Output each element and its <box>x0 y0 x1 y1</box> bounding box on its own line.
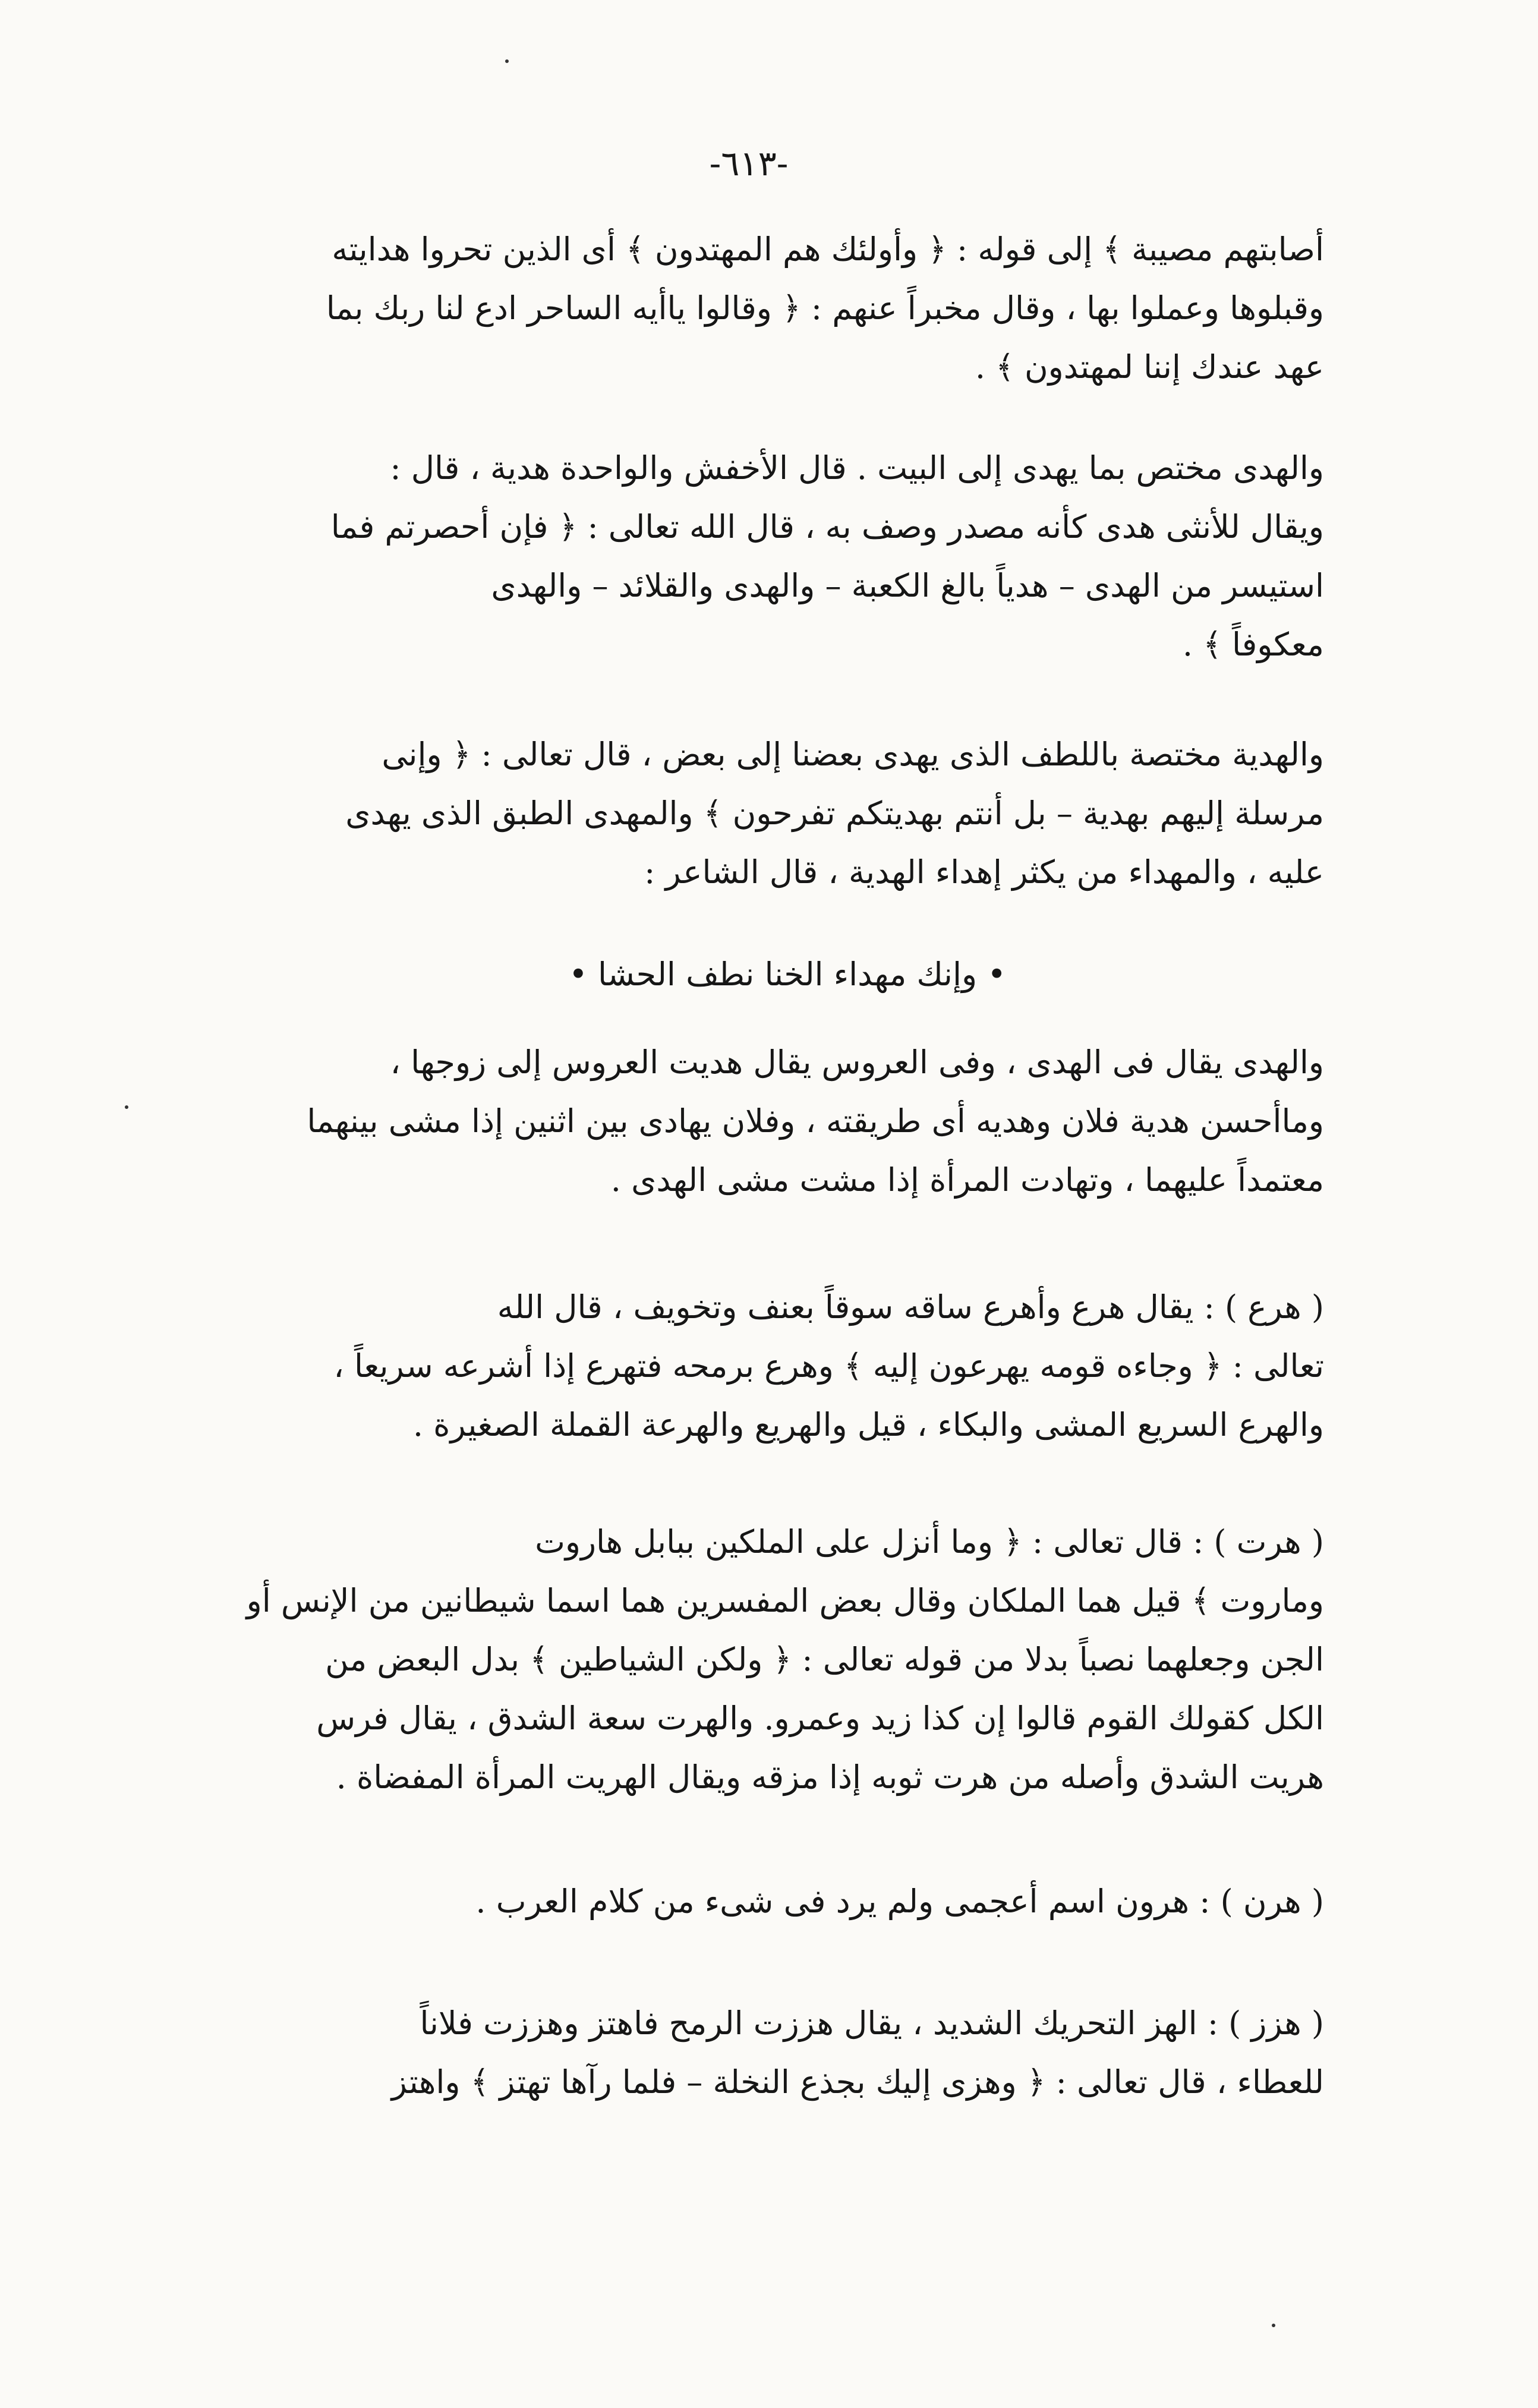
text-line: معتمداً عليهما ، وتهادت المرأة إذا مشت مشى الهدى . <box>610 1161 1324 1199</box>
text-line: والهدية مختصة باللطف الذى يهدى بعضنا إلى بعض ، قال تعالى : ﴿ وإنى <box>382 736 1324 773</box>
paragraph-4 <box>195 1033 1324 1209</box>
text-line: والهدى مختص بما يهدى إلى البيت . قال الأخفش والواحدة هدية ، قال : <box>390 449 1324 487</box>
scan-speck <box>125 1105 128 1109</box>
text-line: والهرع السريع المشى والبكاء ، قيل والهريع والهرعة القملة الصغيرة . <box>412 1406 1324 1443</box>
text-line: وقبلوها وعملوا بها ، وقال مخبراً عنهم : ﴿ وقالوا ياأيه الساحر ادع لنا ربك بما <box>326 289 1324 327</box>
text-line: استيسر من الهدى – هدياً بالغ الكعبة – والهدى والقلائد – والهدى <box>491 567 1324 604</box>
poetry-verse: • وإنك مهداء الخنا نطف الحشا • <box>568 956 1007 993</box>
entry-harea <box>195 1278 1324 1454</box>
text-line: للعطاء ، قال تعالى : ﴿ وهزى إليك بجذع النخلة – فلما رآها تهتز ﴾ واهتز <box>391 2063 1324 2101</box>
text-line: عهد عندك إننا لمهتدون ﴾ . <box>975 348 1324 386</box>
entry-hazaza <box>195 1994 1324 2111</box>
paragraph-1 <box>195 220 1324 396</box>
scan-speck <box>505 59 509 63</box>
text-line: أصابتهم مصيبة ﴾ إلى قوله : ﴿ وأولئك هم المهتدون ﴾ أى الذين تحروا هدايته <box>332 231 1324 268</box>
text-line: الكل كقولك القوم قالوا إن كذا زيد وعمرو. والهرت سعة الشدق ، يقال فرس <box>316 1700 1324 1737</box>
text-line: ( هرت ) : قال تعالى : ﴿ وما أنزل على الملكين ببابل هاروت <box>535 1523 1324 1561</box>
entry-harana <box>195 1872 1324 1931</box>
page-number: -٦١٣- <box>709 143 789 184</box>
text-line: معكوفاً ﴾ . <box>1182 626 1324 663</box>
scan-speck <box>1272 2324 1275 2327</box>
paragraph-3 <box>195 725 1324 902</box>
paragraph-2 <box>195 439 1324 674</box>
text-line: ويقال للأنثى هدى كأنه مصدر وصف به ، قال الله تعالى : ﴿ فإن أحصرتم فما <box>330 508 1324 546</box>
text-line: ( هزز ) : الهز التحريك الشديد ، يقال هززت الرمح فاهتز وهززت فلاناً <box>420 2004 1324 2042</box>
text-line: ( هرن ) : هرون اسم أعجمى ولم يرد فى شىء من كلام العرب . <box>475 1883 1324 1920</box>
text-line: مرسلة إليهم بهدية – بل أنتم بهديتكم تفرحون ﴾ والمهدى الطبق الذى يهدى <box>345 795 1324 832</box>
text-line: الجن وجعلهما نصباً بدلا من قوله تعالى : ﴿ ولكن الشياطين ﴾ بدل البعض من <box>325 1641 1324 1678</box>
text-line: عليه ، والمهداء من يكثر إهداء الهدية ، قال الشاعر : <box>644 853 1324 891</box>
text-line: والهدى يقال فى الهدى ، وفى العروس يقال هديت العروس إلى زوجها ، <box>390 1044 1324 1081</box>
text-line: هريت الشدق وأصله من هرت ثوبه إذا مزقه ويقال الهريت المرأة المفضاة . <box>336 1758 1324 1796</box>
text-line: تعالى : ﴿ وجاءه قومه يهرعون إليه ﴾ وهرع برمحه فتهرع إذا أشرعه سريعاً ، <box>333 1347 1324 1385</box>
text-line: ( هرع ) : يقال هرع وأهرع ساقه سوقاً بعنف وتخويف ، قال الله <box>497 1288 1324 1326</box>
text-line: وماأحسن هدية فلان وهديه أى طريقته ، وفلان يهادى بين اثنين إذا مشى بينهما <box>307 1102 1324 1140</box>
entry-harata <box>195 1512 1324 1807</box>
text-line: وماروت ﴾ قيل هما الملكان وقال بعض المفسرين هما اسما شيطانين من الإنس أو <box>246 1582 1324 1619</box>
